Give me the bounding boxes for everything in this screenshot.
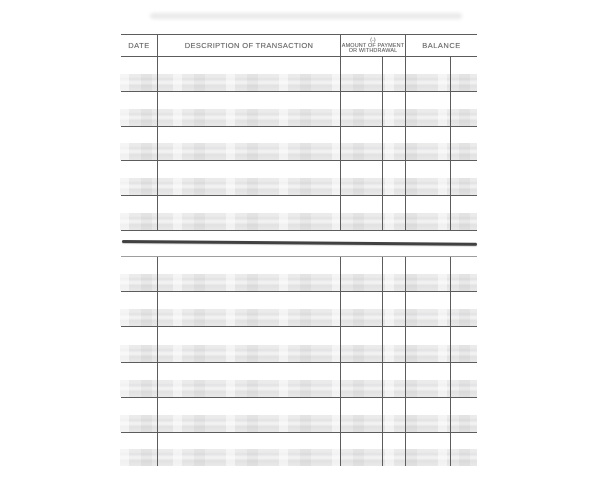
- register-cell: [121, 127, 158, 161]
- column-header-description: [158, 35, 341, 56]
- register-top-section: [121, 34, 477, 231]
- register-cell: [383, 398, 406, 432]
- register-row: [121, 196, 477, 231]
- register-cell: [341, 57, 383, 91]
- description-header-label: DESCRIPTION OF TRANSACTION: [184, 41, 314, 50]
- register-cell: [406, 433, 451, 466]
- register-cell: [158, 433, 341, 466]
- register-cell: [158, 292, 341, 326]
- register-cell: [383, 92, 406, 126]
- register-cell: [341, 327, 383, 361]
- register-cell: [121, 257, 158, 291]
- register-cell: [451, 127, 477, 161]
- top-section-rows: [121, 57, 477, 231]
- register-cell: [121, 57, 158, 91]
- register-cell: [406, 127, 451, 161]
- register-cell: [451, 398, 477, 432]
- register-cell: [341, 398, 383, 432]
- register-cell: [451, 292, 477, 326]
- register-cell: [341, 161, 383, 195]
- register-cell: [341, 363, 383, 397]
- register-cell: [121, 161, 158, 195]
- register-cell: [341, 257, 383, 291]
- register-cell: [383, 127, 406, 161]
- register-cell: [406, 363, 451, 397]
- register-cell: [158, 363, 341, 397]
- scan-smudge: [150, 13, 462, 19]
- register-cell: [383, 196, 406, 230]
- register-cell: [383, 161, 406, 195]
- register-cell: [158, 92, 341, 126]
- register-row: [121, 127, 477, 162]
- register-cell: [158, 257, 341, 291]
- register-cell: [451, 161, 477, 195]
- register-cell: [451, 257, 477, 291]
- register-cell: [383, 327, 406, 361]
- register-cell: [406, 196, 451, 230]
- amount-header-line1: AMOUNT OF PAYMENT: [341, 42, 405, 48]
- register-cell: [121, 398, 158, 432]
- register-cell: [406, 398, 451, 432]
- register-cell: [451, 363, 477, 397]
- register-cell: [406, 57, 451, 91]
- register-cell: [383, 433, 406, 466]
- register-row: [121, 398, 477, 433]
- register-cell: [121, 92, 158, 126]
- register-cell: [121, 196, 158, 230]
- register-cell: [341, 292, 383, 326]
- register-cell: [406, 292, 451, 326]
- amount-header-label: [342, 38, 404, 54]
- register-cell: [451, 433, 477, 466]
- register-cell: [158, 196, 341, 230]
- register-cell: [406, 161, 451, 195]
- register-cell: [341, 196, 383, 230]
- register-cell: [383, 257, 406, 291]
- register-cell: [383, 292, 406, 326]
- register-row: [121, 57, 477, 92]
- register-cell: [121, 363, 158, 397]
- register-cell: [451, 92, 477, 126]
- register-cell: [406, 257, 451, 291]
- register-cell: [341, 433, 383, 466]
- register-row: [121, 433, 477, 466]
- register-row: [121, 257, 477, 292]
- register-cell: [121, 292, 158, 326]
- register-cell: [158, 398, 341, 432]
- amount-minus-sign: (-): [370, 36, 376, 43]
- register-cell: [121, 327, 158, 361]
- register-cell: [158, 161, 341, 195]
- register-row: [121, 292, 477, 327]
- register-row: [121, 92, 477, 127]
- register-cell: [383, 363, 406, 397]
- register-cell: [158, 127, 341, 161]
- register-cell: [451, 57, 477, 91]
- register-cell: [451, 327, 477, 361]
- register-row: [121, 327, 477, 362]
- amount-header-line2: OR WITHDRAWAL: [348, 47, 398, 54]
- column-header-date: [121, 35, 158, 56]
- register-cell: [383, 57, 406, 91]
- register-cell: [121, 433, 158, 466]
- column-header-amount: [341, 35, 406, 56]
- register-cell: [341, 92, 383, 126]
- register-cell: [406, 92, 451, 126]
- register-cell: [158, 327, 341, 361]
- bottom-section-rows: [121, 257, 477, 466]
- register-cell: [158, 57, 341, 91]
- register-bottom-section: [121, 256, 477, 466]
- column-header-balance: [406, 35, 477, 56]
- page-fold-divider: [122, 240, 477, 246]
- register-row: [121, 161, 477, 196]
- register-cell: [451, 196, 477, 230]
- date-header-label: DATE: [128, 41, 150, 50]
- register-cell: [406, 327, 451, 361]
- balance-header-label: BALANCE: [422, 41, 461, 50]
- register-cell: [341, 127, 383, 161]
- register-header-row: [121, 34, 477, 57]
- register-row: [121, 363, 477, 398]
